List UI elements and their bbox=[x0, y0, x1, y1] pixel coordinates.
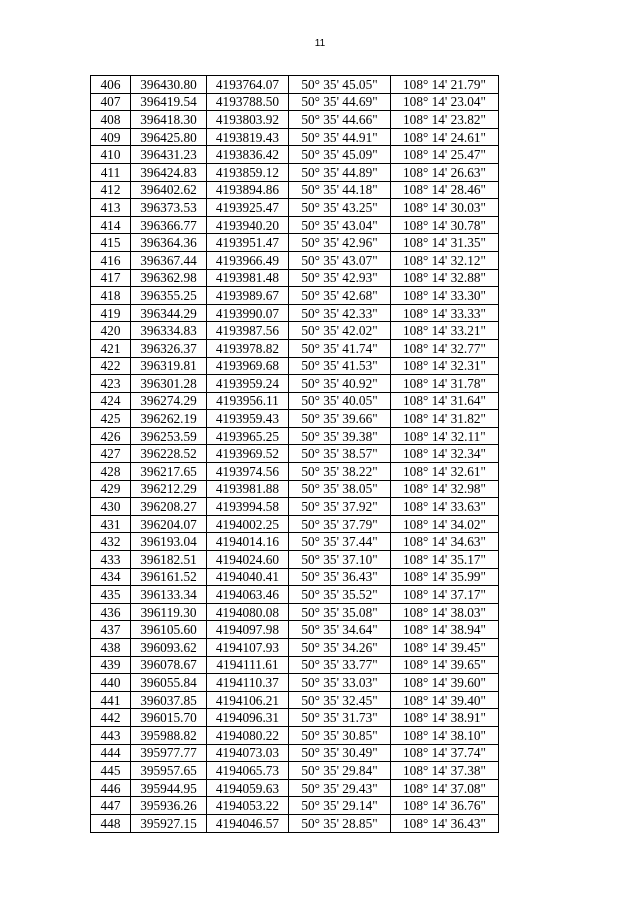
y-coordinate-cell: 4194097.98 bbox=[207, 621, 289, 639]
point-number-cell: 418 bbox=[91, 287, 131, 305]
point-number-cell: 423 bbox=[91, 375, 131, 393]
table-row bbox=[91, 181, 499, 199]
table-row bbox=[91, 427, 499, 445]
table-row bbox=[91, 375, 499, 393]
longitude-cell: 108° 14' 32.34" bbox=[391, 445, 499, 463]
point-number-cell: 432 bbox=[91, 533, 131, 551]
y-coordinate-cell: 4193951.47 bbox=[207, 234, 289, 252]
x-coordinate-cell: 396037.85 bbox=[131, 691, 207, 709]
latitude-cell: 50° 35' 40.05" bbox=[289, 392, 391, 410]
coordinates-table-body bbox=[91, 76, 499, 833]
latitude-cell: 50° 35' 28.85" bbox=[289, 814, 391, 832]
x-coordinate-cell: 396253.59 bbox=[131, 427, 207, 445]
longitude-cell: 108° 14' 23.82" bbox=[391, 111, 499, 129]
latitude-cell: 50° 35' 44.18" bbox=[289, 181, 391, 199]
table-row bbox=[91, 814, 499, 832]
table-row bbox=[91, 779, 499, 797]
coordinates-table bbox=[90, 75, 499, 833]
y-coordinate-cell: 4194107.93 bbox=[207, 639, 289, 657]
y-coordinate-cell: 4193940.20 bbox=[207, 216, 289, 234]
table-row bbox=[91, 568, 499, 586]
longitude-cell: 108° 14' 31.64" bbox=[391, 392, 499, 410]
latitude-cell: 50° 35' 29.14" bbox=[289, 797, 391, 815]
x-coordinate-cell: 396133.34 bbox=[131, 586, 207, 604]
longitude-cell: 108° 14' 31.78" bbox=[391, 375, 499, 393]
longitude-cell: 108° 14' 32.61" bbox=[391, 463, 499, 481]
table-row bbox=[91, 551, 499, 569]
point-number-cell: 433 bbox=[91, 551, 131, 569]
latitude-cell: 50° 35' 43.07" bbox=[289, 251, 391, 269]
latitude-cell: 50° 35' 31.73" bbox=[289, 709, 391, 727]
point-number-cell: 442 bbox=[91, 709, 131, 727]
longitude-cell: 108° 14' 24.61" bbox=[391, 128, 499, 146]
point-number-cell: 436 bbox=[91, 603, 131, 621]
x-coordinate-cell: 395957.65 bbox=[131, 762, 207, 780]
latitude-cell: 50° 35' 37.92" bbox=[289, 498, 391, 516]
x-coordinate-cell: 395927.15 bbox=[131, 814, 207, 832]
table-row bbox=[91, 621, 499, 639]
latitude-cell: 50° 35' 37.44" bbox=[289, 533, 391, 551]
table-row bbox=[91, 322, 499, 340]
latitude-cell: 50° 35' 29.43" bbox=[289, 779, 391, 797]
y-coordinate-cell: 4194002.25 bbox=[207, 515, 289, 533]
x-coordinate-cell: 396208.27 bbox=[131, 498, 207, 516]
x-coordinate-cell: 396301.28 bbox=[131, 375, 207, 393]
point-number-cell: 419 bbox=[91, 304, 131, 322]
table-row bbox=[91, 762, 499, 780]
y-coordinate-cell: 4193987.56 bbox=[207, 322, 289, 340]
y-coordinate-cell: 4193764.07 bbox=[207, 76, 289, 94]
table-row bbox=[91, 146, 499, 164]
longitude-cell: 108° 14' 33.33" bbox=[391, 304, 499, 322]
table-row bbox=[91, 797, 499, 815]
longitude-cell: 108° 14' 32.12" bbox=[391, 251, 499, 269]
table-row bbox=[91, 357, 499, 375]
point-number-cell: 434 bbox=[91, 568, 131, 586]
point-number-cell: 416 bbox=[91, 251, 131, 269]
point-number-cell: 439 bbox=[91, 656, 131, 674]
longitude-cell: 108° 14' 21.79" bbox=[391, 76, 499, 94]
point-number-cell: 437 bbox=[91, 621, 131, 639]
x-coordinate-cell: 396217.65 bbox=[131, 463, 207, 481]
longitude-cell: 108° 14' 36.76" bbox=[391, 797, 499, 815]
latitude-cell: 50° 35' 30.49" bbox=[289, 744, 391, 762]
y-coordinate-cell: 4194110.37 bbox=[207, 674, 289, 692]
point-number-cell: 406 bbox=[91, 76, 131, 94]
x-coordinate-cell: 396425.80 bbox=[131, 128, 207, 146]
x-coordinate-cell: 396362.98 bbox=[131, 269, 207, 287]
longitude-cell: 108° 14' 33.30" bbox=[391, 287, 499, 305]
point-number-cell: 413 bbox=[91, 199, 131, 217]
y-coordinate-cell: 4194046.57 bbox=[207, 814, 289, 832]
y-coordinate-cell: 4194096.31 bbox=[207, 709, 289, 727]
y-coordinate-cell: 4193981.48 bbox=[207, 269, 289, 287]
y-coordinate-cell: 4193959.24 bbox=[207, 375, 289, 393]
table-row bbox=[91, 199, 499, 217]
longitude-cell: 108° 14' 33.21" bbox=[391, 322, 499, 340]
x-coordinate-cell: 396105.60 bbox=[131, 621, 207, 639]
y-coordinate-cell: 4194111.61 bbox=[207, 656, 289, 674]
table-row bbox=[91, 603, 499, 621]
x-coordinate-cell: 395936.26 bbox=[131, 797, 207, 815]
x-coordinate-cell: 396373.53 bbox=[131, 199, 207, 217]
latitude-cell: 50° 35' 39.38" bbox=[289, 427, 391, 445]
point-number-cell: 448 bbox=[91, 814, 131, 832]
longitude-cell: 108° 14' 34.63" bbox=[391, 533, 499, 551]
point-number-cell: 430 bbox=[91, 498, 131, 516]
latitude-cell: 50° 35' 39.66" bbox=[289, 410, 391, 428]
latitude-cell: 50° 35' 44.66" bbox=[289, 111, 391, 129]
table-row bbox=[91, 251, 499, 269]
latitude-cell: 50° 35' 38.22" bbox=[289, 463, 391, 481]
x-coordinate-cell: 396274.29 bbox=[131, 392, 207, 410]
latitude-cell: 50° 35' 45.09" bbox=[289, 146, 391, 164]
x-coordinate-cell: 396093.62 bbox=[131, 639, 207, 657]
point-number-cell: 438 bbox=[91, 639, 131, 657]
latitude-cell: 50° 35' 43.25" bbox=[289, 199, 391, 217]
y-coordinate-cell: 4193925.47 bbox=[207, 199, 289, 217]
point-number-cell: 417 bbox=[91, 269, 131, 287]
y-coordinate-cell: 4193788.50 bbox=[207, 93, 289, 111]
longitude-cell: 108° 14' 32.77" bbox=[391, 339, 499, 357]
x-coordinate-cell: 396366.77 bbox=[131, 216, 207, 234]
longitude-cell: 108° 14' 37.74" bbox=[391, 744, 499, 762]
table-row bbox=[91, 287, 499, 305]
longitude-cell: 108° 14' 38.03" bbox=[391, 603, 499, 621]
latitude-cell: 50° 35' 37.10" bbox=[289, 551, 391, 569]
table-row bbox=[91, 691, 499, 709]
x-coordinate-cell: 396431.23 bbox=[131, 146, 207, 164]
longitude-cell: 108° 14' 39.65" bbox=[391, 656, 499, 674]
table-row bbox=[91, 76, 499, 94]
y-coordinate-cell: 4194065.73 bbox=[207, 762, 289, 780]
y-coordinate-cell: 4194024.60 bbox=[207, 551, 289, 569]
table-row bbox=[91, 480, 499, 498]
y-coordinate-cell: 4193894.86 bbox=[207, 181, 289, 199]
table-row bbox=[91, 674, 499, 692]
table-row bbox=[91, 515, 499, 533]
y-coordinate-cell: 4193981.88 bbox=[207, 480, 289, 498]
longitude-cell: 108° 14' 28.46" bbox=[391, 181, 499, 199]
longitude-cell: 108° 14' 32.11" bbox=[391, 427, 499, 445]
x-coordinate-cell: 396212.29 bbox=[131, 480, 207, 498]
point-number-cell: 435 bbox=[91, 586, 131, 604]
longitude-cell: 108° 14' 31.82" bbox=[391, 410, 499, 428]
x-coordinate-cell: 396402.62 bbox=[131, 181, 207, 199]
x-coordinate-cell: 396055.84 bbox=[131, 674, 207, 692]
longitude-cell: 108° 14' 26.63" bbox=[391, 163, 499, 181]
latitude-cell: 50° 35' 41.74" bbox=[289, 339, 391, 357]
longitude-cell: 108° 14' 39.45" bbox=[391, 639, 499, 657]
table-row bbox=[91, 216, 499, 234]
longitude-cell: 108° 14' 32.98" bbox=[391, 480, 499, 498]
longitude-cell: 108° 14' 32.31" bbox=[391, 357, 499, 375]
longitude-cell: 108° 14' 36.43" bbox=[391, 814, 499, 832]
point-number-cell: 409 bbox=[91, 128, 131, 146]
longitude-cell: 108° 14' 39.60" bbox=[391, 674, 499, 692]
table-row bbox=[91, 639, 499, 657]
table-row bbox=[91, 709, 499, 727]
longitude-cell: 108° 14' 30.78" bbox=[391, 216, 499, 234]
table-row bbox=[91, 744, 499, 762]
table-row bbox=[91, 445, 499, 463]
x-coordinate-cell: 396355.25 bbox=[131, 287, 207, 305]
x-coordinate-cell: 396204.07 bbox=[131, 515, 207, 533]
x-coordinate-cell: 395977.77 bbox=[131, 744, 207, 762]
point-number-cell: 440 bbox=[91, 674, 131, 692]
latitude-cell: 50° 35' 37.79" bbox=[289, 515, 391, 533]
point-number-cell: 421 bbox=[91, 339, 131, 357]
x-coordinate-cell: 396364.36 bbox=[131, 234, 207, 252]
latitude-cell: 50° 35' 44.69" bbox=[289, 93, 391, 111]
longitude-cell: 108° 14' 23.04" bbox=[391, 93, 499, 111]
table-row bbox=[91, 656, 499, 674]
table-row bbox=[91, 410, 499, 428]
point-number-cell: 443 bbox=[91, 726, 131, 744]
y-coordinate-cell: 4193974.56 bbox=[207, 463, 289, 481]
latitude-cell: 50° 35' 33.77" bbox=[289, 656, 391, 674]
y-coordinate-cell: 4193959.43 bbox=[207, 410, 289, 428]
latitude-cell: 50° 35' 38.05" bbox=[289, 480, 391, 498]
y-coordinate-cell: 4193965.25 bbox=[207, 427, 289, 445]
table-row bbox=[91, 269, 499, 287]
longitude-cell: 108° 14' 39.40" bbox=[391, 691, 499, 709]
latitude-cell: 50° 35' 42.02" bbox=[289, 322, 391, 340]
point-number-cell: 422 bbox=[91, 357, 131, 375]
longitude-cell: 108° 14' 30.03" bbox=[391, 199, 499, 217]
table-row bbox=[91, 93, 499, 111]
latitude-cell: 50° 35' 34.26" bbox=[289, 639, 391, 657]
latitude-cell: 50° 35' 44.91" bbox=[289, 128, 391, 146]
y-coordinate-cell: 4193819.43 bbox=[207, 128, 289, 146]
table-row bbox=[91, 463, 499, 481]
point-number-cell: 412 bbox=[91, 181, 131, 199]
point-number-cell: 428 bbox=[91, 463, 131, 481]
latitude-cell: 50° 35' 35.52" bbox=[289, 586, 391, 604]
longitude-cell: 108° 14' 34.02" bbox=[391, 515, 499, 533]
y-coordinate-cell: 4194106.21 bbox=[207, 691, 289, 709]
x-coordinate-cell: 396424.83 bbox=[131, 163, 207, 181]
longitude-cell: 108° 14' 32.88" bbox=[391, 269, 499, 287]
point-number-cell: 447 bbox=[91, 797, 131, 815]
point-number-cell: 446 bbox=[91, 779, 131, 797]
table-row bbox=[91, 128, 499, 146]
latitude-cell: 50° 35' 42.96" bbox=[289, 234, 391, 252]
table-row bbox=[91, 498, 499, 516]
latitude-cell: 50° 35' 30.85" bbox=[289, 726, 391, 744]
y-coordinate-cell: 4193990.07 bbox=[207, 304, 289, 322]
x-coordinate-cell: 396418.30 bbox=[131, 111, 207, 129]
latitude-cell: 50° 35' 42.68" bbox=[289, 287, 391, 305]
x-coordinate-cell: 396228.52 bbox=[131, 445, 207, 463]
longitude-cell: 108° 14' 31.35" bbox=[391, 234, 499, 252]
longitude-cell: 108° 14' 37.08" bbox=[391, 779, 499, 797]
y-coordinate-cell: 4193956.11 bbox=[207, 392, 289, 410]
y-coordinate-cell: 4193969.52 bbox=[207, 445, 289, 463]
point-number-cell: 415 bbox=[91, 234, 131, 252]
x-coordinate-cell: 396119.30 bbox=[131, 603, 207, 621]
y-coordinate-cell: 4193836.42 bbox=[207, 146, 289, 164]
longitude-cell: 108° 14' 37.17" bbox=[391, 586, 499, 604]
latitude-cell: 50° 35' 29.84" bbox=[289, 762, 391, 780]
y-coordinate-cell: 4194073.03 bbox=[207, 744, 289, 762]
longitude-cell: 108° 14' 35.99" bbox=[391, 568, 499, 586]
y-coordinate-cell: 4193969.68 bbox=[207, 357, 289, 375]
x-coordinate-cell: 396334.83 bbox=[131, 322, 207, 340]
latitude-cell: 50° 35' 33.03" bbox=[289, 674, 391, 692]
x-coordinate-cell: 395988.82 bbox=[131, 726, 207, 744]
latitude-cell: 50° 35' 35.08" bbox=[289, 603, 391, 621]
point-number-cell: 408 bbox=[91, 111, 131, 129]
longitude-cell: 108° 14' 37.38" bbox=[391, 762, 499, 780]
x-coordinate-cell: 396344.29 bbox=[131, 304, 207, 322]
latitude-cell: 50° 35' 41.53" bbox=[289, 357, 391, 375]
table-row bbox=[91, 726, 499, 744]
y-coordinate-cell: 4194059.63 bbox=[207, 779, 289, 797]
longitude-cell: 108° 14' 33.63" bbox=[391, 498, 499, 516]
point-number-cell: 441 bbox=[91, 691, 131, 709]
table-row bbox=[91, 111, 499, 129]
latitude-cell: 50° 35' 45.05" bbox=[289, 76, 391, 94]
point-number-cell: 424 bbox=[91, 392, 131, 410]
y-coordinate-cell: 4194080.22 bbox=[207, 726, 289, 744]
latitude-cell: 50° 35' 40.92" bbox=[289, 375, 391, 393]
y-coordinate-cell: 4193989.67 bbox=[207, 287, 289, 305]
table-row bbox=[91, 304, 499, 322]
point-number-cell: 414 bbox=[91, 216, 131, 234]
latitude-cell: 50° 35' 42.33" bbox=[289, 304, 391, 322]
table-row bbox=[91, 586, 499, 604]
y-coordinate-cell: 4194063.46 bbox=[207, 586, 289, 604]
latitude-cell: 50° 35' 43.04" bbox=[289, 216, 391, 234]
longitude-cell: 108° 14' 38.94" bbox=[391, 621, 499, 639]
latitude-cell: 50° 35' 32.45" bbox=[289, 691, 391, 709]
table-row bbox=[91, 533, 499, 551]
point-number-cell: 429 bbox=[91, 480, 131, 498]
x-coordinate-cell: 396262.19 bbox=[131, 410, 207, 428]
table-row bbox=[91, 392, 499, 410]
x-coordinate-cell: 396161.52 bbox=[131, 568, 207, 586]
point-number-cell: 426 bbox=[91, 427, 131, 445]
point-number-cell: 431 bbox=[91, 515, 131, 533]
point-number-cell: 425 bbox=[91, 410, 131, 428]
point-number-cell: 445 bbox=[91, 762, 131, 780]
y-coordinate-cell: 4194040.41 bbox=[207, 568, 289, 586]
latitude-cell: 50° 35' 38.57" bbox=[289, 445, 391, 463]
x-coordinate-cell: 396326.37 bbox=[131, 339, 207, 357]
point-number-cell: 411 bbox=[91, 163, 131, 181]
x-coordinate-cell: 396182.51 bbox=[131, 551, 207, 569]
point-number-cell: 410 bbox=[91, 146, 131, 164]
longitude-cell: 108° 14' 38.10" bbox=[391, 726, 499, 744]
longitude-cell: 108° 14' 38.91" bbox=[391, 709, 499, 727]
latitude-cell: 50° 35' 42.93" bbox=[289, 269, 391, 287]
x-coordinate-cell: 396193.04 bbox=[131, 533, 207, 551]
longitude-cell: 108° 14' 25.47" bbox=[391, 146, 499, 164]
x-coordinate-cell: 396319.81 bbox=[131, 357, 207, 375]
x-coordinate-cell: 395944.95 bbox=[131, 779, 207, 797]
point-number-cell: 407 bbox=[91, 93, 131, 111]
y-coordinate-cell: 4193966.49 bbox=[207, 251, 289, 269]
y-coordinate-cell: 4194014.16 bbox=[207, 533, 289, 551]
x-coordinate-cell: 396419.54 bbox=[131, 93, 207, 111]
point-number-cell: 420 bbox=[91, 322, 131, 340]
point-number-cell: 444 bbox=[91, 744, 131, 762]
latitude-cell: 50° 35' 44.89" bbox=[289, 163, 391, 181]
y-coordinate-cell: 4193859.12 bbox=[207, 163, 289, 181]
x-coordinate-cell: 396078.67 bbox=[131, 656, 207, 674]
y-coordinate-cell: 4194080.08 bbox=[207, 603, 289, 621]
y-coordinate-cell: 4193978.82 bbox=[207, 339, 289, 357]
table-row bbox=[91, 339, 499, 357]
y-coordinate-cell: 4193994.58 bbox=[207, 498, 289, 516]
longitude-cell: 108° 14' 35.17" bbox=[391, 551, 499, 569]
page-number: 11 bbox=[314, 38, 326, 49]
table-row bbox=[91, 163, 499, 181]
latitude-cell: 50° 35' 36.43" bbox=[289, 568, 391, 586]
y-coordinate-cell: 4194053.22 bbox=[207, 797, 289, 815]
table-row bbox=[91, 234, 499, 252]
latitude-cell: 50° 35' 34.64" bbox=[289, 621, 391, 639]
point-number-cell: 427 bbox=[91, 445, 131, 463]
y-coordinate-cell: 4193803.92 bbox=[207, 111, 289, 129]
x-coordinate-cell: 396015.70 bbox=[131, 709, 207, 727]
x-coordinate-cell: 396430.80 bbox=[131, 76, 207, 94]
x-coordinate-cell: 396367.44 bbox=[131, 251, 207, 269]
